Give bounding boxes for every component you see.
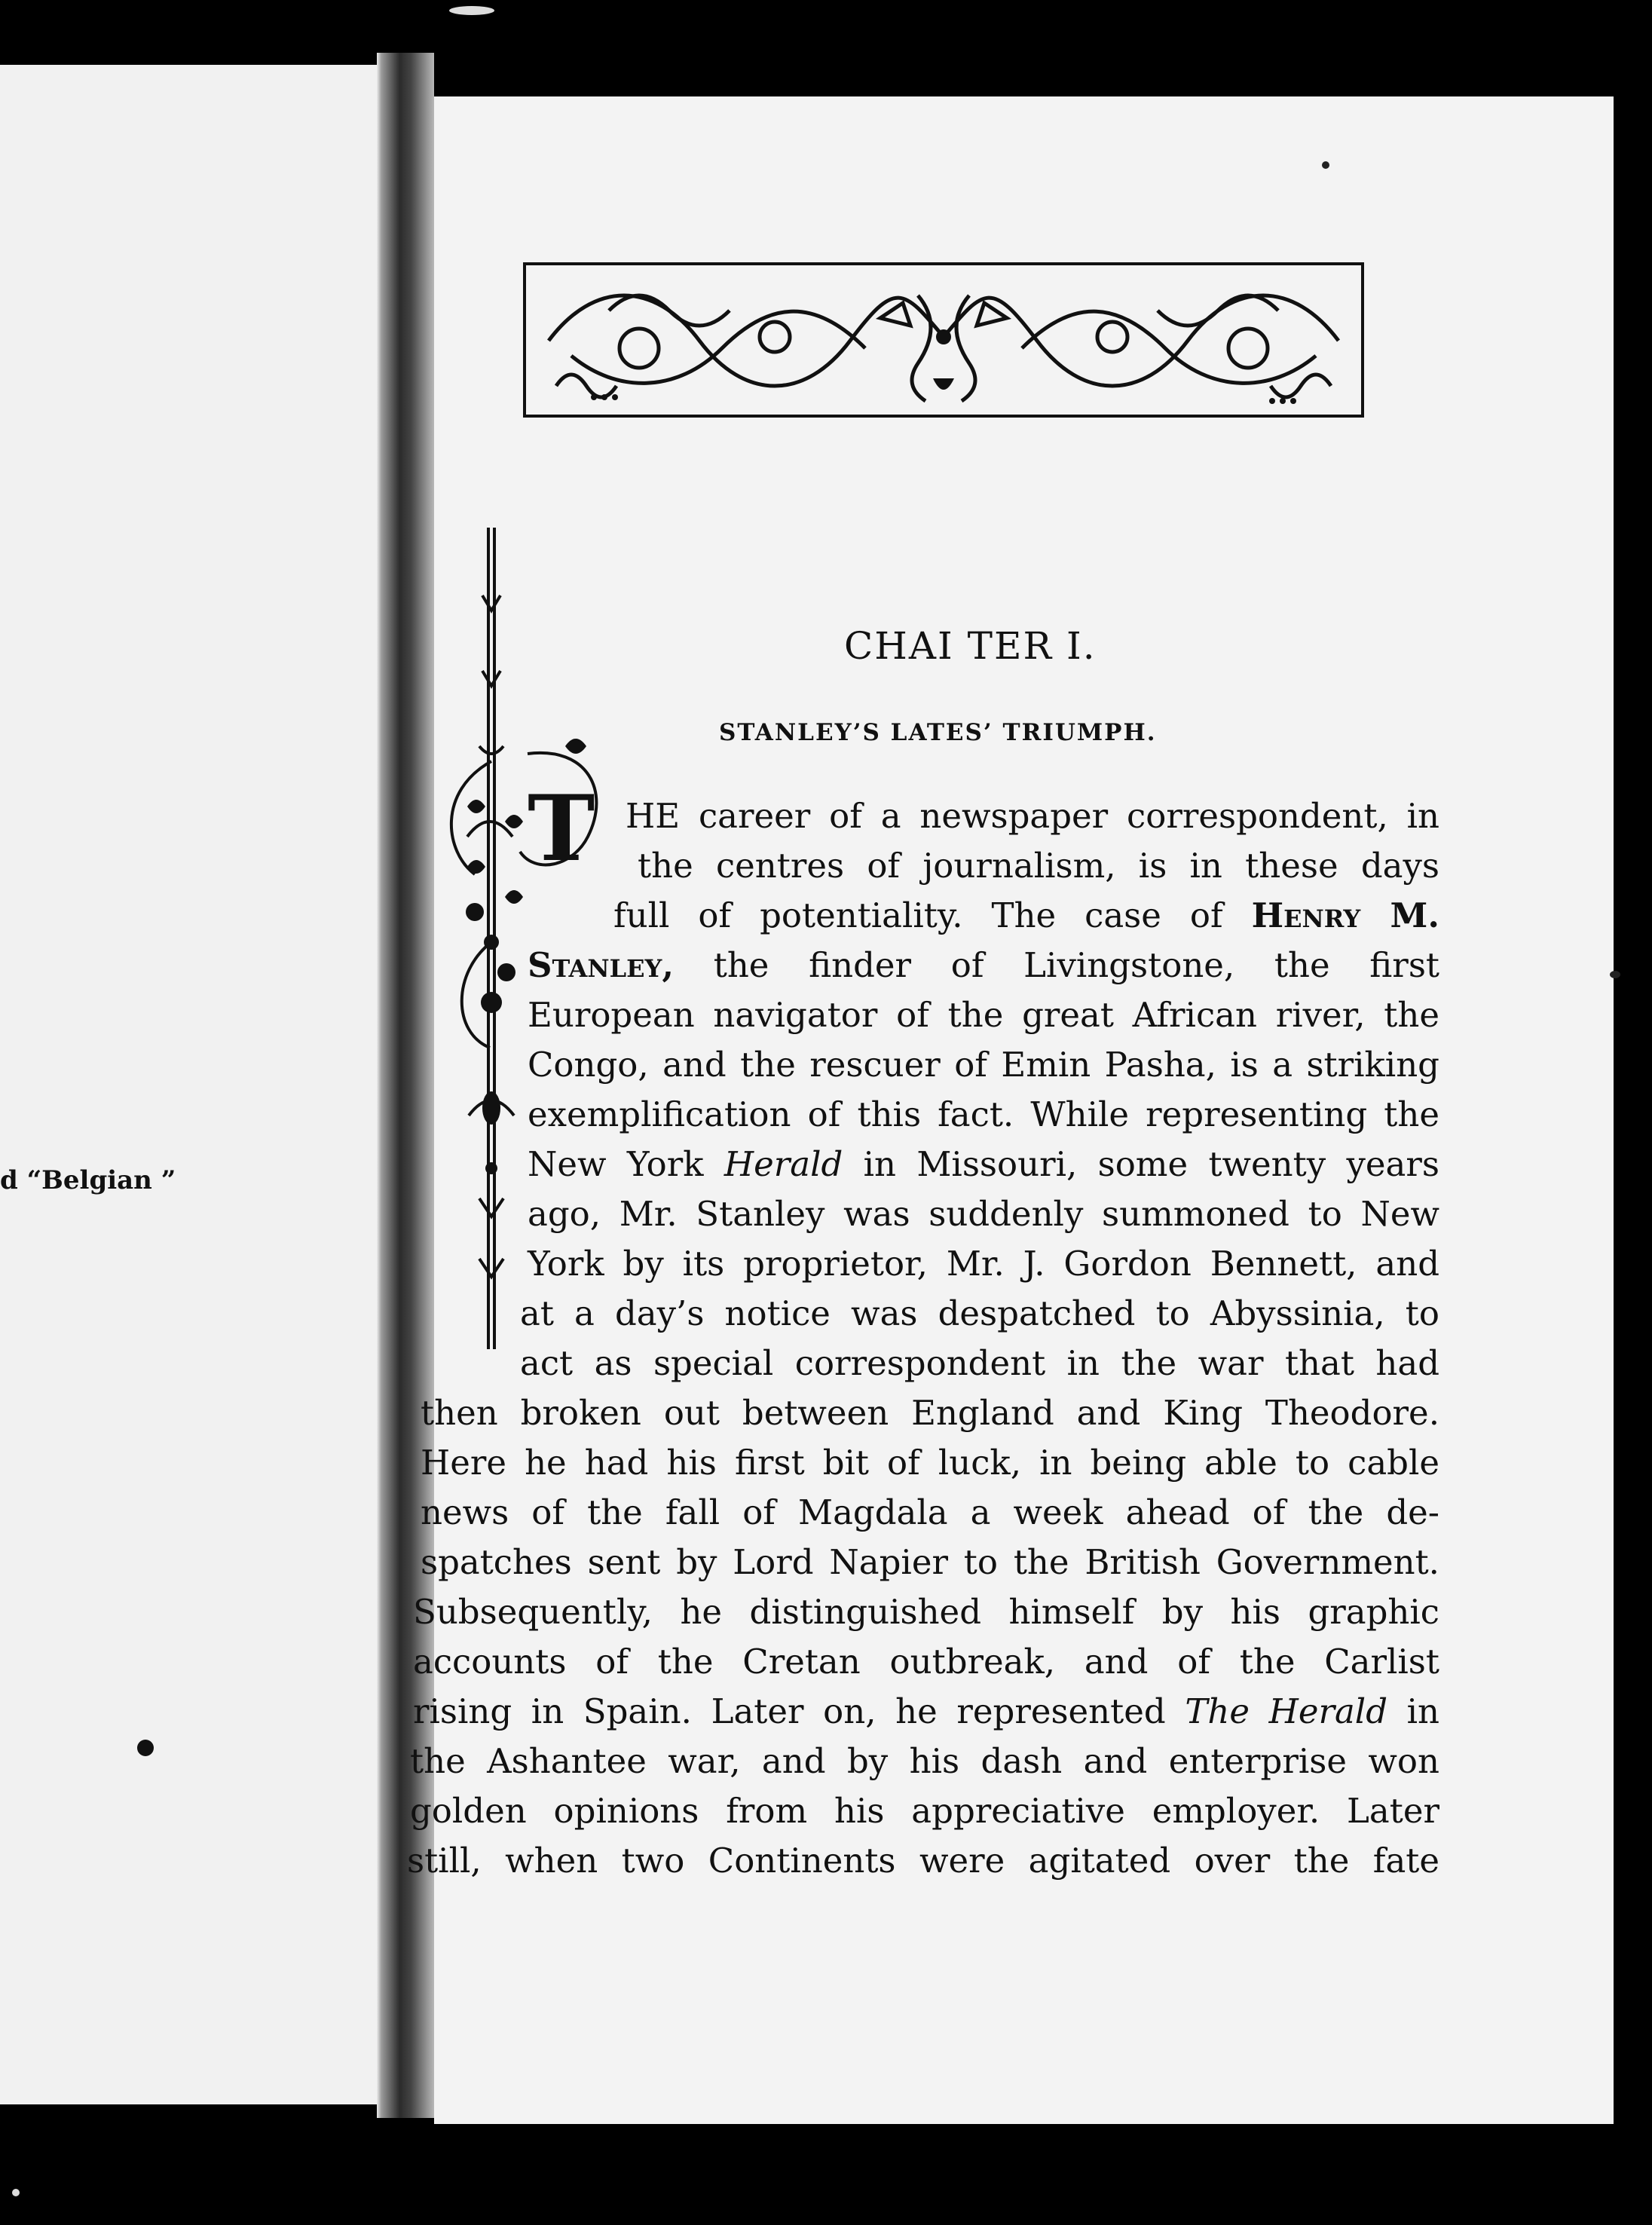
body-line: HE career of a newspaper correspondent, in (626, 796, 1439, 836)
body-line: news of the fall of Magdala a week ahead of the de- (421, 1492, 1439, 1532)
body-line: the centres of journalism, is in these days (638, 846, 1439, 886)
body-text: in (1406, 1691, 1440, 1731)
body-line: at a day’s notice was despatched to Abyssinia, to (520, 1293, 1439, 1333)
speck (1610, 971, 1620, 978)
person-name: Stanley, (528, 945, 675, 985)
body-line: Here he had his first bit of luck, in being able to cable (421, 1443, 1439, 1483)
body-text: in Missouri, some twenty years (863, 1144, 1439, 1184)
newspaper-name: The Herald (1185, 1691, 1388, 1731)
chapter-title: STANLEY’S LATES’ TRIUMPH. (719, 719, 1157, 746)
speck (1322, 161, 1329, 169)
body-line: European navigator of the great African river, the (528, 995, 1439, 1035)
drop-cap-initial: T (528, 776, 595, 882)
ink-dot (137, 1740, 154, 1756)
body-line: exemplification of this fact. While representing the (528, 1094, 1439, 1134)
body-line: ago, Mr. Stanley was suddenly summoned to New (528, 1194, 1439, 1234)
body-line (413, 1691, 1440, 1731)
left-page-text-fragment: d “Belgian ” (0, 1165, 176, 1195)
person-name: Henry M. (1251, 895, 1439, 935)
ornamental-headpiece (523, 262, 1364, 418)
body-line (613, 895, 1439, 935)
speck (12, 2189, 20, 2196)
body-line: accounts of the Cretan outbreak, and of the Carlist (413, 1642, 1439, 1682)
body-line: Congo, and the rescuer of Emin Pasha, is a striking (528, 1045, 1439, 1085)
speck (449, 6, 494, 15)
body-line: golden opinions from his appreciative employer. Later (410, 1791, 1439, 1831)
body-line (528, 1144, 1439, 1184)
left-page (0, 65, 377, 2104)
body-line: then broken out between England and King Theodore. (421, 1393, 1439, 1433)
body-text: New York (528, 1144, 704, 1184)
body-line: York by its proprietor, Mr. J. Gordon Bennett, and (528, 1244, 1439, 1284)
newspaper-name: Herald (724, 1144, 843, 1184)
body-line: act as special correspondent in the war that had (520, 1343, 1439, 1383)
body-text: rising in Spain. Later on, he represented (413, 1691, 1166, 1731)
body-line: Subsequently, he distinguished himself by his graphic (413, 1592, 1439, 1632)
body-text: full of potentiality. The case of (613, 895, 1223, 935)
chapter-heading: CHAI TER I. (844, 624, 1097, 668)
body-line (528, 945, 1439, 985)
body-line: spatches sent by Lord Napier to the British Government. (421, 1542, 1439, 1582)
body-line: still, when two Continents were agitated over the fate (407, 1841, 1439, 1881)
body-text: the finder of Livingstone, the first (713, 945, 1439, 985)
body-line: the Ashantee war, and by his dash and enterprise won (410, 1741, 1439, 1781)
